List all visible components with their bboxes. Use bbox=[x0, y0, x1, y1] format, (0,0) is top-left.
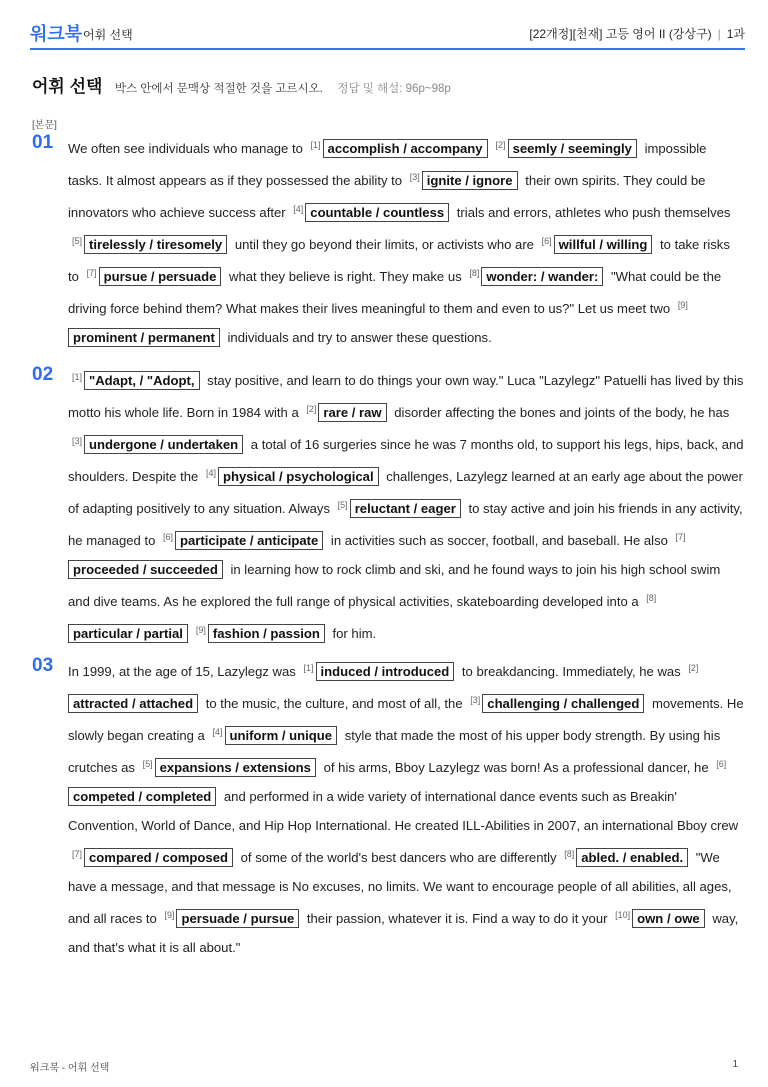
choice-box[interactable]: willful / willing bbox=[554, 235, 653, 254]
blank-marker: [1] bbox=[72, 372, 83, 382]
section-label: [본문] bbox=[32, 120, 57, 131]
blank-marker: [6] bbox=[541, 236, 552, 246]
passage-03 bbox=[32, 654, 744, 962]
choice-box[interactable]: own / owe bbox=[632, 909, 705, 928]
question-number: 02 bbox=[32, 364, 54, 385]
lesson-number: 1과 bbox=[726, 27, 745, 41]
choice-box[interactable]: uniform / unique bbox=[225, 726, 338, 745]
passage-01 bbox=[32, 131, 744, 352]
blank-marker: [7] bbox=[675, 532, 686, 542]
choice-box[interactable]: participate / anticipate bbox=[175, 531, 323, 550]
choice-box[interactable]: abled. / enabled. bbox=[576, 848, 688, 867]
passage-text bbox=[68, 654, 744, 962]
brand-title: 워크북 bbox=[30, 24, 83, 44]
question-number: 01 bbox=[32, 132, 54, 153]
choice-box[interactable]: proceeded / succeeded bbox=[68, 560, 223, 579]
blank-marker: [9] bbox=[677, 300, 688, 310]
passage-text-run: impossible tasks. It almost appears as if they possessed the ability to bbox=[68, 141, 707, 188]
passage-text-run: until they go beyond their limits, or activists who are bbox=[231, 237, 538, 252]
choice-box[interactable]: fashion / passion bbox=[208, 624, 325, 643]
choice-box[interactable]: countable / countless bbox=[305, 203, 449, 222]
course-title: [22개정][천재] 고등 영어 II (강상구) bbox=[529, 27, 712, 41]
passage-text-run: individuals and try to answer these questions. bbox=[223, 330, 492, 345]
passage-text-run: their passion, whatever it is. Find a way to do it your bbox=[303, 911, 612, 926]
passage-text-run: to take risks to bbox=[68, 237, 730, 284]
brand-subtitle: 어휘 선택 bbox=[83, 28, 133, 42]
choice-box[interactable]: pursue / persuade bbox=[99, 267, 222, 286]
blank-marker: [8] bbox=[646, 593, 657, 603]
passage-text-run: disorder affecting the bones and joints of the body, he has bbox=[390, 405, 730, 420]
choice-box[interactable]: physical / psychological bbox=[218, 467, 379, 486]
blank-marker: [9] bbox=[164, 910, 175, 920]
choice-box[interactable]: prominent / permanent bbox=[68, 328, 220, 347]
passage-text bbox=[68, 363, 744, 648]
blank-marker: [7] bbox=[86, 268, 97, 278]
passage-text-run: "We have a message, and that message is No excuses, no limits. We want to encourage people of all abilities, all ages, and all races to bbox=[68, 850, 732, 926]
passage-text bbox=[68, 131, 744, 352]
blank-marker: [4] bbox=[293, 204, 304, 214]
choice-box[interactable]: particular / partial bbox=[68, 624, 188, 643]
page-number: 1 bbox=[732, 1059, 738, 1070]
passage-text-run: their own spirits. They could be innovators who achieve success after bbox=[68, 173, 706, 220]
passage-text-run: to stay active and join his friends in any activity, he managed to bbox=[68, 501, 743, 548]
passage-text-run: in activities such as soccer, football, and baseball. He also bbox=[327, 533, 672, 548]
passage-text-run: stay positive, and learn to do things your own way." Luca "Lazylegz" Patuelli has lived by this motto his whole life. Born in 1984 with a bbox=[68, 373, 744, 420]
passage-text-run: In 1999, at the age of 15, Lazylegz was bbox=[68, 664, 300, 679]
passage-text-run: "What could be the driving force behind them? What makes their lives meaningful to them and even to us?" Let us meet two bbox=[68, 269, 722, 316]
blank-marker: [2] bbox=[495, 140, 506, 150]
blank-marker: [5] bbox=[72, 236, 83, 246]
answer-reference: 정답 및 해설: 96p~98p bbox=[337, 83, 451, 95]
choice-box[interactable]: induced / introduced bbox=[316, 662, 455, 681]
blank-marker: [8] bbox=[469, 268, 480, 278]
passage-text-run: of his arms, Bboy Lazylegz was born! As a professional dancer, he bbox=[319, 760, 713, 775]
passage-text-run: challenges, Lazylegz learned at an early age about the power of adapting positively to any situation. Always bbox=[68, 469, 743, 516]
blank-marker: [10] bbox=[615, 910, 631, 920]
passage-text-run: to the music, the culture, and most of all, the bbox=[202, 696, 467, 711]
choice-box[interactable]: challenging / challenged bbox=[482, 694, 644, 713]
passage-text-run: what they believe is right. They make us bbox=[225, 269, 466, 284]
blank-marker: [1] bbox=[303, 663, 314, 673]
passage-text-run: for him. bbox=[328, 626, 377, 641]
blank-marker: [8] bbox=[564, 849, 575, 859]
choice-box[interactable]: tirelessly / tiresomely bbox=[84, 235, 227, 254]
passage-02 bbox=[32, 363, 744, 648]
exercise-instruction: 박스 안에서 문맥상 적절한 것을 고르시오. bbox=[114, 83, 323, 95]
choice-box[interactable]: "Adapt, / "Adopt, bbox=[84, 371, 200, 390]
choice-box[interactable]: wonder: / wander: bbox=[481, 267, 603, 286]
blank-marker: [3] bbox=[72, 436, 83, 446]
passage-text-run: way, and that's what it is all about." bbox=[68, 911, 739, 955]
choice-box[interactable]: persuade / pursue bbox=[176, 909, 299, 928]
choice-box[interactable]: attracted / attached bbox=[68, 694, 198, 713]
course-info bbox=[529, 25, 745, 42]
passage-text-run: a total of 16 surgeries since he was 7 months old, to support his legs, hips, back, and shoulders. Despite the bbox=[68, 437, 744, 484]
passage-text-run: We often see individuals who manage to bbox=[68, 141, 307, 156]
passage-text-run: to breakdancing. Immediately, he was bbox=[458, 664, 685, 679]
footer-label: 워크북 - 어휘 선택 bbox=[30, 1063, 110, 1074]
choice-box[interactable]: reluctant / eager bbox=[350, 499, 461, 518]
exercise-title: 어휘 선택 bbox=[32, 77, 103, 96]
passage-text-run: of some of the world's best dancers who are differently bbox=[237, 850, 561, 865]
blank-marker: [6] bbox=[716, 759, 727, 769]
passage-text-run: style that made the most of his upper body strength. By using his crutches as bbox=[68, 728, 721, 775]
question-number: 03 bbox=[32, 655, 54, 676]
blank-marker: [1] bbox=[310, 140, 321, 150]
blank-marker: [5] bbox=[142, 759, 153, 769]
choice-box[interactable]: competed / completed bbox=[68, 787, 216, 806]
blank-marker: [5] bbox=[337, 500, 348, 510]
blank-marker: [3] bbox=[409, 172, 420, 182]
separator: | bbox=[717, 27, 721, 41]
choice-box[interactable]: ignite / ignore bbox=[422, 171, 518, 190]
blank-marker: [6] bbox=[163, 532, 174, 542]
passage-text-run: and performed in a wide variety of international dance events such as Breakin' Convention, World of Dance, and Hip Hop International. He created ILL-Abilities in 2007, an international Bboy crew bbox=[68, 789, 739, 833]
blank-marker: [4] bbox=[212, 727, 223, 737]
blank-marker: [4] bbox=[205, 468, 216, 478]
blank-marker: [2] bbox=[306, 404, 317, 414]
blank-marker: [7] bbox=[72, 849, 83, 859]
passage-text-run: movements. He slowly began creating a bbox=[68, 696, 744, 743]
choice-box[interactable]: compared / composed bbox=[84, 848, 233, 867]
choice-box[interactable]: seemly / seemingly bbox=[508, 139, 637, 158]
choice-box[interactable]: accomplish / accompany bbox=[323, 139, 488, 158]
exercise-title-row bbox=[32, 72, 451, 97]
passage-text-run: in learning how to rock climb and ski, and he found ways to join his high school swim and dive teams. As he explored the full range of physical activities, skateboarding developed into a bbox=[68, 562, 721, 609]
blank-marker: [9] bbox=[195, 625, 206, 635]
page-header bbox=[30, 20, 745, 50]
choice-box[interactable]: expansions / extensions bbox=[155, 758, 316, 777]
blank-marker: [2] bbox=[688, 663, 699, 673]
blank-marker: [3] bbox=[470, 695, 481, 705]
choice-box[interactable]: undergone / undertaken bbox=[84, 435, 243, 454]
passage-text-run: trials and errors, athletes who push themselves bbox=[453, 205, 731, 220]
choice-box[interactable]: rare / raw bbox=[318, 403, 386, 422]
